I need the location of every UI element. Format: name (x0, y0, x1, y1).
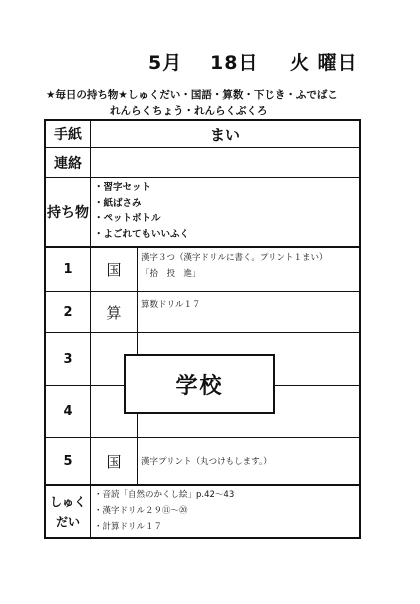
homework-label (46, 488, 90, 536)
note-line: 漢字プリント（丸つけもします。） (141, 457, 272, 467)
items-list (94, 180, 354, 242)
homework-entry: ・計算ドリル１７ (94, 522, 163, 532)
period-number: 5 (63, 453, 73, 469)
period-number: 3 (63, 351, 73, 367)
period-note (141, 455, 357, 469)
daily-items-line2: れんらくちょう・れんらくぶくろ (110, 105, 268, 117)
letter-label: 手紙 (54, 127, 82, 143)
period-number: 4 (63, 404, 73, 419)
period-number: 1 (63, 262, 73, 277)
item-entry: ・紙ばさみ (94, 197, 142, 209)
period-subject: 国 (106, 452, 122, 471)
note-line: 算数ドリル１７ (141, 300, 201, 310)
daily-items-line1: ★毎日の持ち物★しゅくだい・国語・算数・下じき・ふでばこ (46, 89, 338, 101)
period-subject: 国 (106, 261, 122, 279)
period-note (141, 298, 357, 312)
contact-label: 連絡 (54, 155, 82, 172)
period-subject: 算 (106, 303, 122, 322)
note-line: 「拾 投 進」 (141, 269, 201, 279)
school-box: 学校 (124, 354, 275, 414)
homework-label-line: しゅく (49, 495, 86, 509)
item-entry: ・習字セット (94, 182, 152, 193)
homework-entry: ・音読「自然のかくし絵」p.42〜43 (94, 490, 235, 500)
items-label: 持ち物 (47, 205, 89, 221)
homework-label-line: だい (55, 515, 80, 529)
month: 5月 (148, 52, 183, 74)
homework-list (94, 487, 356, 535)
item-entry: ・よごれてもいいふく (94, 228, 190, 240)
period-number: 2 (63, 304, 73, 320)
item-entry: ・ペットボトル (94, 213, 161, 224)
letter-count: まい (209, 125, 240, 144)
homework-entry: ・漢字ドリル２９⑪〜⑳ (94, 506, 188, 516)
note-line: 漢字３つ（漢字ドリルに書く。プリント１まい） (141, 253, 328, 263)
day: 18日 (210, 52, 259, 74)
period-note (141, 251, 357, 281)
weekday: 火 曜日 (290, 52, 358, 74)
